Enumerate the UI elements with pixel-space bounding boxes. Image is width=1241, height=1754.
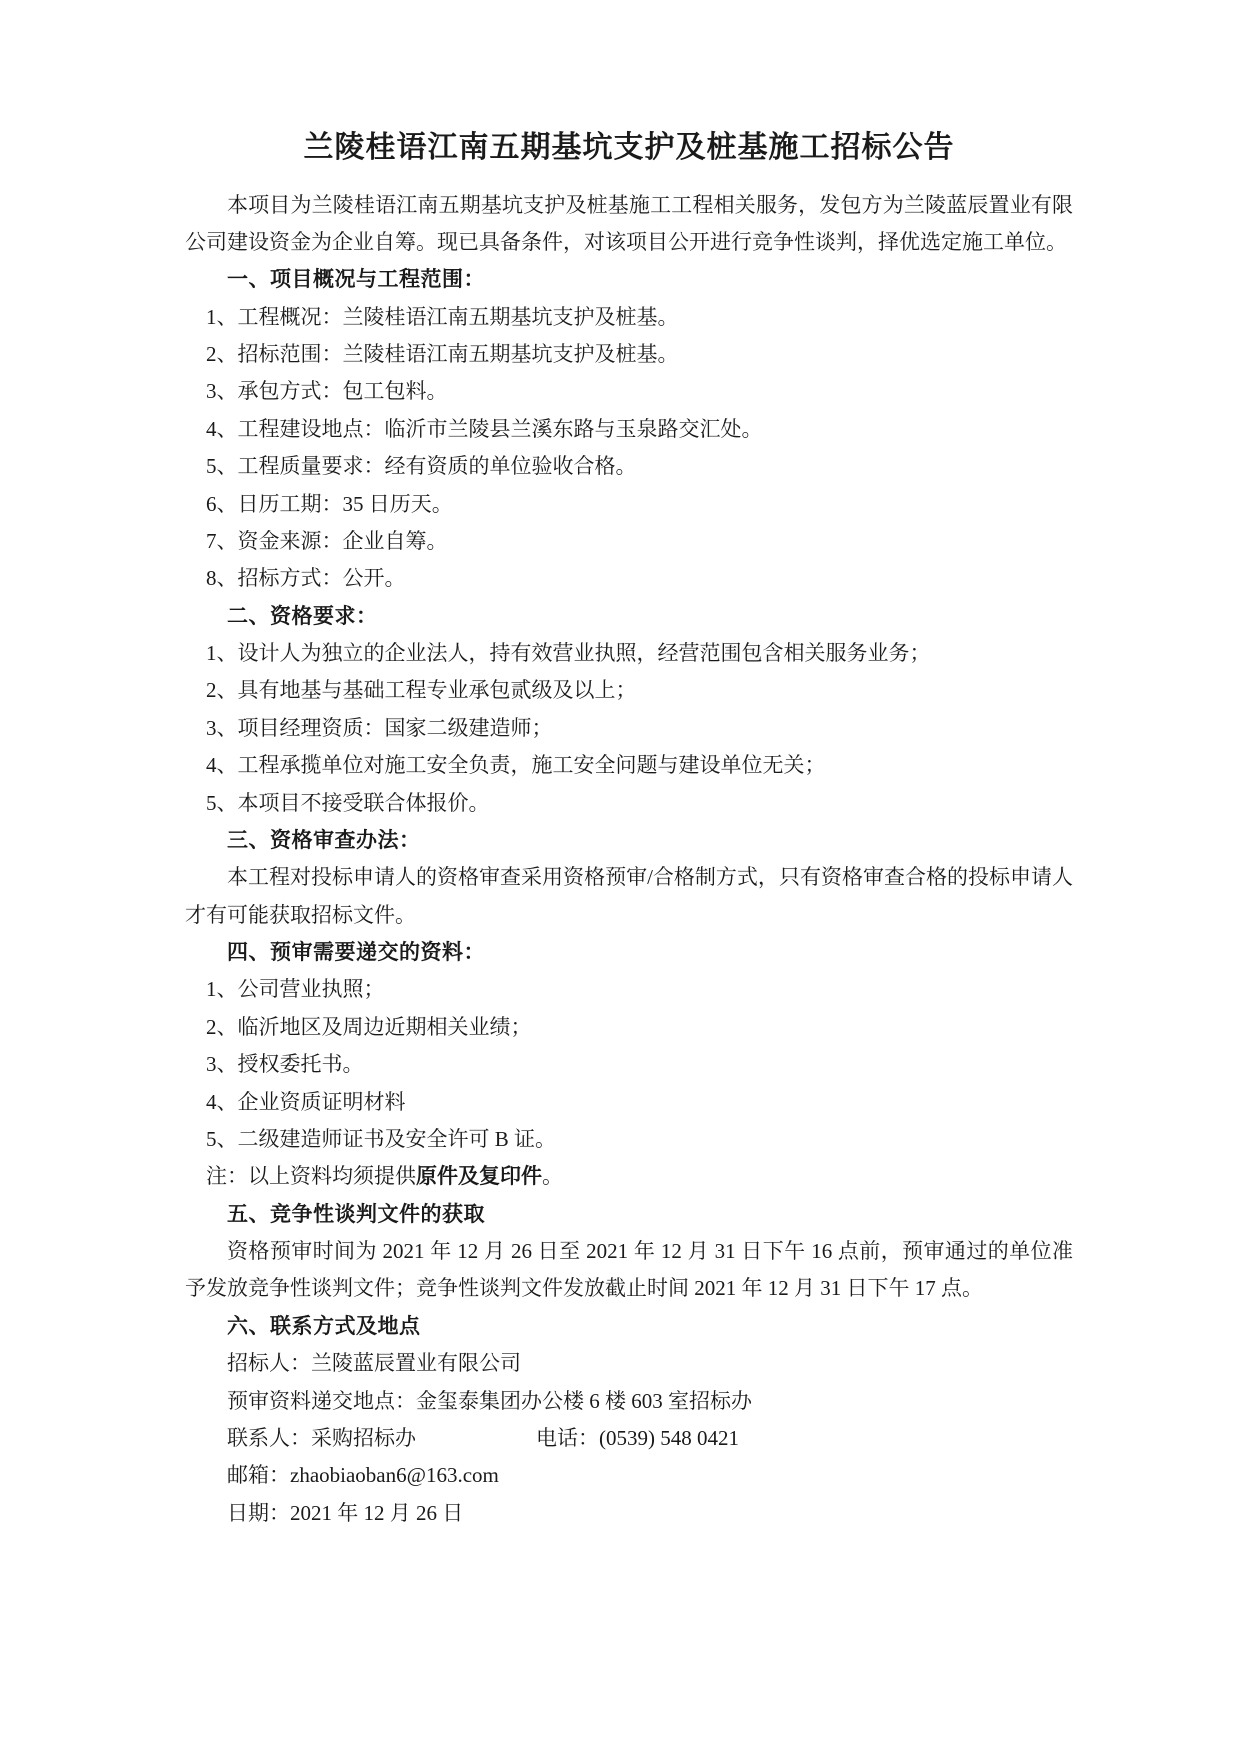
- list-item: 4、企业资质证明材料: [206, 1089, 406, 1114]
- list-item: 3、项目经理资质：国家二级建造师；: [206, 715, 553, 740]
- list-item: 3、承包方式：包工包料。: [206, 379, 448, 404]
- list-item: 2、具有地基与基础工程专业承包贰级及以上；: [206, 678, 637, 703]
- section-heading-6: 六、联系方式及地点: [227, 1313, 421, 1338]
- section-heading-1: 一、项目概况与工程范围：: [227, 267, 485, 292]
- list-item: 5、工程质量要求：经有资质的单位验收合格。: [206, 454, 637, 479]
- date-line: 日期：2021 年 12 月 26 日: [227, 1500, 464, 1525]
- intro-paragraph: 本项目为兰陵桂语江南五期基坑支护及桩基施工工程相关服务，发包方为兰陵蓝辰置业有限公司建设资金为企业自筹。现已具备条件，对该项目公开进行竞争性谈判，择优选定施工单位。: [185, 192, 1073, 254]
- list-item: 5、二级建造师证书及安全许可 B 证。: [206, 1126, 557, 1151]
- list-item: 6、日历工期：35 日历天。: [206, 491, 453, 516]
- list-item: 8、招标方式：公开。: [206, 566, 406, 591]
- list-item: 1、工程概况：兰陵桂语江南五期基坑支护及桩基。: [206, 304, 679, 329]
- section-heading-2: 二、资格要求：: [227, 603, 378, 628]
- list-item: 2、招标范围：兰陵桂语江南五期基坑支护及桩基。: [206, 342, 679, 366]
- tenderer-line: 招标人：兰陵蓝辰置业有限公司: [227, 1351, 521, 1376]
- section-5-paragraph: 资格预审时间为 2021 年 12 月 26 日至 2021 年 12 月 31 日下午 16 点前，预审通过的单位准予发放竞争性谈判文件；竞争性谈判文件发放截止时间 2021 年 12 月 31 日下午 17 点。: [185, 1239, 1073, 1301]
- list-item: 1、公司营业执照；: [206, 977, 385, 1002]
- section-heading-3: 三、资格审查办法：: [227, 827, 421, 852]
- section-3-paragraph: 本工程对投标申请人的资格审查采用资格预审/合格制方式，只有资格审查合格的投标申请人才有可能获取招标文件。: [185, 865, 1073, 927]
- note-suffix: 。: [542, 1164, 563, 1189]
- section-heading-5: 五、竞争性谈判文件的获取: [227, 1201, 485, 1226]
- phone-label: 电话：: [536, 1425, 599, 1450]
- list-item: 4、工程承揽单位对施工安全负责，施工安全问题与建设单位无关；: [206, 753, 826, 778]
- list-item: 5、本项目不接受联合体报价。: [206, 790, 490, 815]
- submission-address-line: 预审资料递交地点：金玺泰集团办公楼 6 楼 603 室招标办: [227, 1388, 752, 1413]
- note-emphasis: 原件及复印件: [416, 1164, 542, 1189]
- list-item: 2、临沂地区及周边近期相关业绩；: [206, 1014, 532, 1039]
- contact-person-label: 联系人：采购招标办: [227, 1425, 416, 1450]
- materials-note: [185, 1158, 1073, 1195]
- list-item: 1、设计人为独立的企业法人，持有效营业执照，经营范围包含相关服务业务；: [206, 641, 931, 665]
- phone-value: (0539) 548 0421: [599, 1425, 739, 1450]
- list-item: 3、授权委托书。: [206, 1052, 364, 1077]
- contact-person-line: [185, 1420, 1073, 1457]
- email-line: 邮箱：zhaobiaoban6@163.com: [227, 1463, 499, 1488]
- note-prefix: 注：以上资料均须提供: [206, 1164, 416, 1189]
- page-title: 兰陵桂语江南五期基坑支护及桩基施工招标公告: [303, 131, 955, 164]
- list-item: 7、资金来源：企业自筹。: [206, 528, 448, 553]
- list-item: 4、工程建设地点：临沂市兰陵县兰溪东路与玉泉路交汇处。: [206, 416, 763, 441]
- section-heading-4: 四、预审需要递交的资料：: [227, 940, 485, 964]
